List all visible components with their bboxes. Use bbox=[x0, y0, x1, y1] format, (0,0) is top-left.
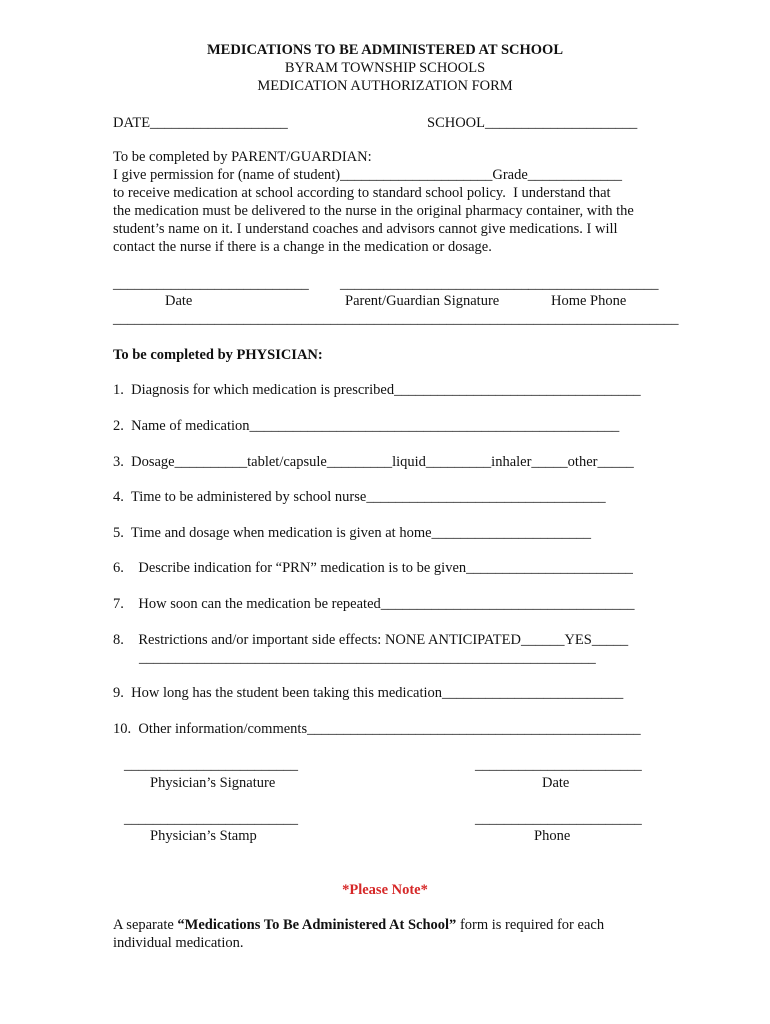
physician-stamp-label: Physician’s Stamp bbox=[150, 828, 257, 844]
form-name: MEDICATION AUTHORIZATION FORM bbox=[257, 78, 513, 94]
parent-line: to receive medication at school according to standard school policy. I understand that bbox=[113, 185, 611, 201]
physician-phone-line[interactable]: _______________________ bbox=[475, 811, 642, 827]
physician-date-label: Date bbox=[542, 775, 570, 791]
physician-phone-label: Phone bbox=[534, 828, 571, 844]
section-divider: ______________________________________________________________________________ bbox=[113, 311, 679, 327]
parent-line: student’s name on it. I understand coaches and advisors cannot give medications. I will bbox=[113, 221, 618, 237]
physician-signature-label: Physician’s Signature bbox=[150, 775, 276, 791]
physician-item-9[interactable]: 9. How long has the student been taking this medication_________________________ bbox=[113, 685, 624, 701]
form-title: MEDICATIONS TO BE ADMINISTERED AT SCHOOL bbox=[206, 42, 563, 58]
physician-item-8[interactable]: 8. Restrictions and/or important side effects: NONE ANTICIPATED______YES_____ bbox=[113, 632, 629, 648]
physician-item-5[interactable]: 5. Time and dosage when medication is given at home______________________ bbox=[113, 525, 592, 541]
physician-item-3[interactable]: 3. Dosage__________tablet/capsule_________liquid_________inhaler_____other_____ bbox=[113, 454, 634, 470]
physician-stamp-line[interactable]: ________________________ bbox=[124, 811, 298, 827]
note-prefix: A separate bbox=[113, 917, 178, 933]
parent-line: the medication must be delivered to the nurse in the original pharmacy container, with the bbox=[113, 203, 634, 219]
parent-date-line[interactable]: ___________________________ bbox=[113, 276, 309, 292]
home-phone-label: Home Phone bbox=[551, 293, 627, 309]
note-text-line2: individual medication. bbox=[113, 935, 244, 951]
parent-line[interactable]: I give permission for (name of student)_____________________Grade_____________ bbox=[113, 167, 623, 183]
parent-line: contact the nurse if there is a change in the medication or dosage. bbox=[113, 239, 492, 255]
parent-heading: To be completed by PARENT/GUARDIAN: bbox=[113, 149, 372, 165]
physician-heading: To be completed by PHYSICIAN: bbox=[113, 347, 323, 363]
physician-signature-line[interactable]: ________________________ bbox=[124, 757, 298, 773]
home-phone-line[interactable]: __________________ bbox=[528, 276, 659, 292]
date-field[interactable]: DATE___________________ bbox=[113, 115, 288, 131]
note-suffix: form is required for each bbox=[456, 917, 605, 933]
district-name: BYRAM TOWNSHIP SCHOOLS bbox=[284, 60, 486, 76]
physician-item-6[interactable]: 6. Describe indication for “PRN” medication is to be given_______________________ bbox=[113, 560, 633, 576]
note-form-name: “Medications To Be Administered At School” bbox=[177, 917, 457, 933]
physician-date-line[interactable]: _______________________ bbox=[475, 757, 642, 773]
please-note-heading: *Please Note* bbox=[342, 882, 428, 898]
physician-item-4[interactable]: 4. Time to be administered by school nurse_________________________________ bbox=[113, 489, 606, 505]
parent-signature-line[interactable]: __________________________ bbox=[340, 276, 529, 292]
parent-signature-label: Parent/Guardian Signature bbox=[345, 293, 500, 309]
school-field[interactable]: SCHOOL_____________________ bbox=[427, 115, 638, 131]
physician-item-2[interactable]: 2. Name of medication___________________________________________________ bbox=[113, 418, 620, 434]
note-text bbox=[113, 916, 604, 934]
physician-item-1[interactable]: 1. Diagnosis for which medication is prescribed__________________________________ bbox=[113, 382, 641, 398]
physician-item-10[interactable]: 10. Other information/comments______________________________________________ bbox=[113, 721, 641, 737]
physician-item-8-extra-line[interactable]: _______________________________________________________________ bbox=[139, 650, 596, 666]
parent-date-label: Date bbox=[165, 293, 193, 309]
physician-item-7[interactable]: 7. How soon can the medication be repeated___________________________________ bbox=[113, 596, 635, 612]
